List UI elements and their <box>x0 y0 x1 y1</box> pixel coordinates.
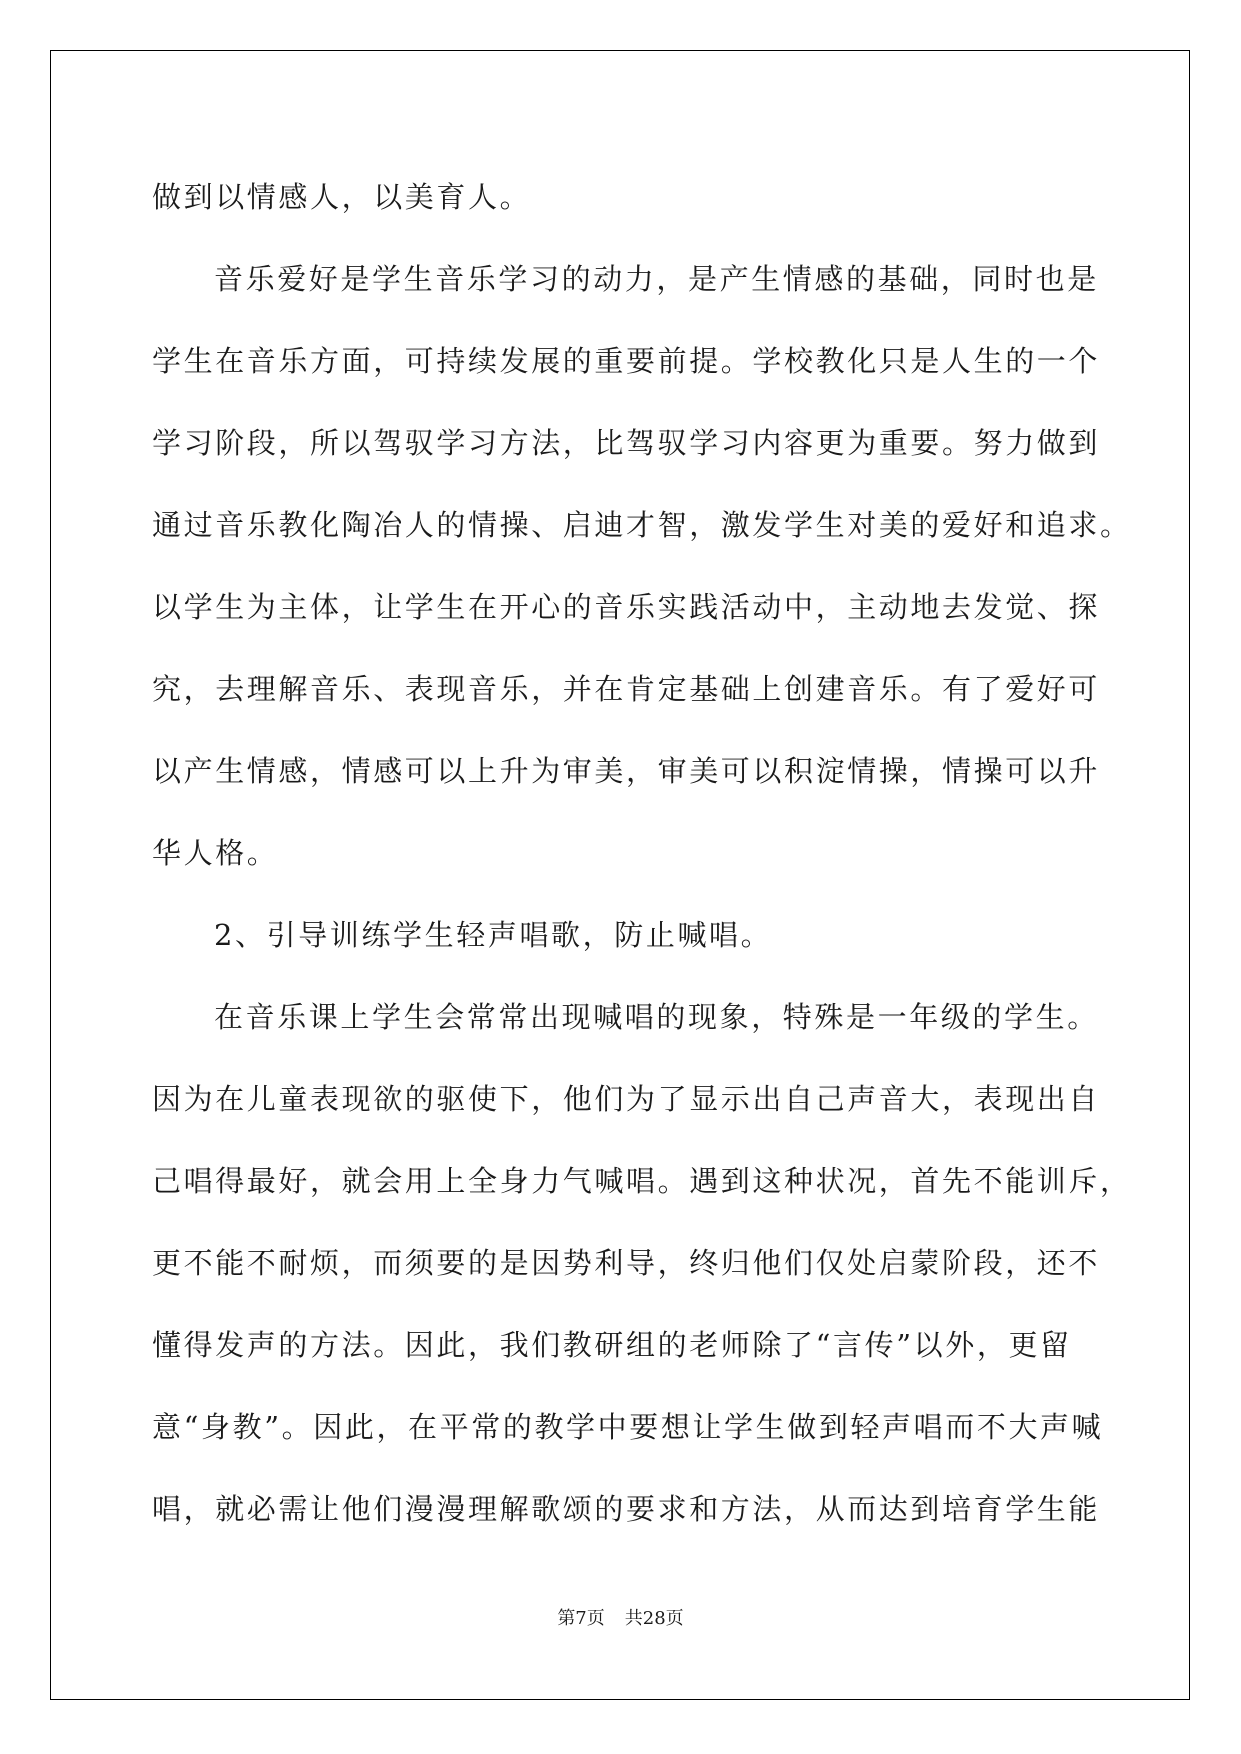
text-line-12: 因为在儿童表现欲的驱使下，他们为了显示出自己声音大，表现出自 <box>152 1082 1101 1116</box>
text-line-2: 音乐爱好是学生音乐学习的动力，是产生情感的基础，同时也是 <box>214 262 1099 296</box>
page-total: 共28页 <box>624 1608 684 1629</box>
text-line-17: 唱，就必需让他们漫漫理解歌颂的要求和方法，从而达到培育学生能 <box>152 1492 1101 1526</box>
text-line-3: 学生在音乐方面，可持续发展的重要前提。学校教化只是人生的一个 <box>152 344 1101 378</box>
text-line-10: 2、引导训练学生轻声唱歌，防止喊唱。 <box>214 918 773 952</box>
text-line-16: 意“身教”。因此，在平常的教学中要想让学生做到轻声唱而不大声喊 <box>152 1410 1104 1444</box>
page-footer <box>0 1604 1241 1630</box>
text-line-4: 学习阶段，所以驾驭学习方法，比驾驭学习内容更为重要。努力做到 <box>152 426 1101 460</box>
text-line-8: 以产生情感，情感可以上升为审美，审美可以积淀情操，情操可以升 <box>152 754 1101 788</box>
document-body <box>152 156 1132 1550</box>
text-line-5: 通过音乐教化陶冶人的情操、启迪才智，激发学生对美的爱好和追求。 <box>152 508 1132 542</box>
text-line-6: 以学生为主体，让学生在开心的音乐实践活动中，主动地去发觉、探 <box>152 590 1101 624</box>
text-line-1: 做到以情感人，以美育人。 <box>152 180 532 214</box>
text-line-14: 更不能不耐烦，而须要的是因势利导，终归他们仅处启蒙阶段，还不 <box>152 1246 1101 1280</box>
text-line-15: 懂得发声的方法。因此，我们教研组的老师除了“言传”以外，更留 <box>152 1328 1072 1362</box>
text-line-9: 华人格。 <box>152 836 279 870</box>
text-line-11: 在音乐课上学生会常常出现喊唱的现象，特殊是一年级的学生。 <box>214 1000 1099 1034</box>
text-line-13: 己唱得最好，就会用上全身力气喊唱。遇到这种状况，首先不能训斥， <box>152 1164 1132 1198</box>
page-number: 第7页 <box>557 1608 605 1629</box>
text-line-7: 究，去理解音乐、表现音乐，并在肯定基础上创建音乐。有了爱好可 <box>152 672 1101 706</box>
